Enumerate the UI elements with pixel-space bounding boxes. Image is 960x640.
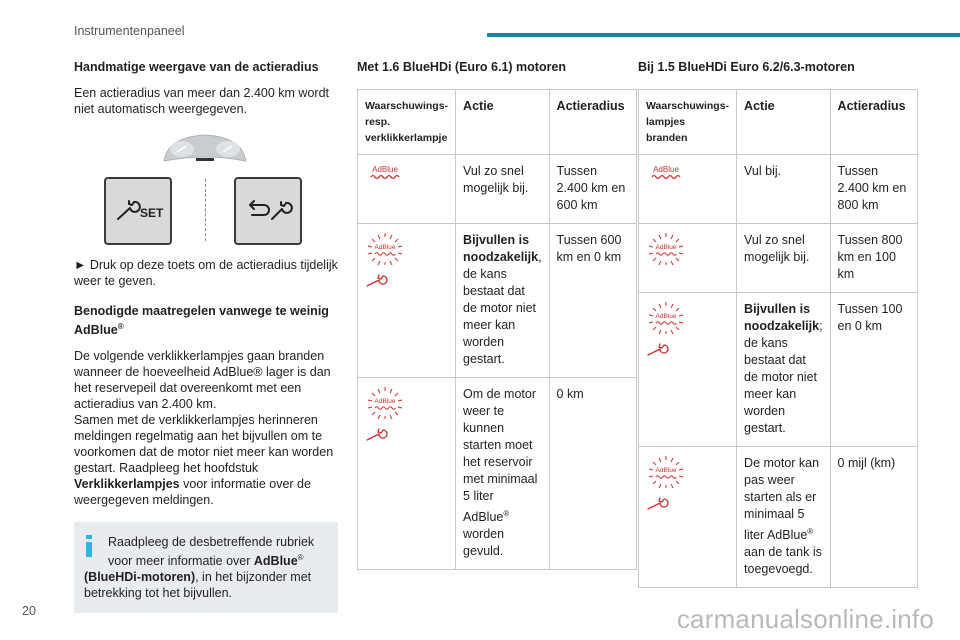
action-cell xyxy=(456,378,550,570)
heading-adblue-measures xyxy=(74,303,338,338)
action-cell: Vul zo snel mogelijk bij. xyxy=(456,155,550,224)
info-bold-adblue: AdBlue xyxy=(253,554,298,569)
lamp-cell xyxy=(358,378,456,570)
lamp-cell xyxy=(639,224,737,293)
range-cell: 0 km xyxy=(549,378,636,570)
info-box xyxy=(74,522,338,613)
table-euro62 xyxy=(638,89,918,588)
action-cell: Vul bij. xyxy=(737,155,831,224)
set-button-illustration xyxy=(74,127,338,247)
action-text: ; de kans bestaat dat de motor niet meer kan worden gestart. xyxy=(744,319,823,435)
set-label: SET xyxy=(140,206,164,220)
page-number: 20 xyxy=(22,604,36,618)
adblue-flashing-icon xyxy=(365,232,405,266)
paragraph-reminders-text: Samen met de verklikkerlampjes herinneren meldingen regelmatig aan het bijvullen om te voorkomen dat de motor niet meer kan worden gestart. Raadpleeg het hoofdstuk xyxy=(74,413,334,476)
info-text xyxy=(84,534,328,569)
header-accent-bar xyxy=(487,33,960,37)
adblue-flashing-icon xyxy=(646,301,686,335)
col-header-range: Actieradius xyxy=(549,90,636,155)
range-cell: Tussen 100 en 0 km xyxy=(830,293,917,447)
col-header-lamp: Waarschuwings-lampjes branden xyxy=(639,90,737,155)
table-row xyxy=(358,155,637,224)
bullet-press-button: ► Druk op deze toets om de actieradius tijdelijk weer te geven. xyxy=(74,258,338,288)
wrench-icon xyxy=(646,497,670,511)
action-text: De motor kan pas weer starten als er minimaal 5 liter AdBlue xyxy=(744,456,820,543)
table-row xyxy=(358,378,637,570)
instrument-cluster-icon xyxy=(160,131,250,165)
action-bold: Bijvullen is noodzakelijk xyxy=(463,233,539,264)
heading-adblue-measures-text: Benodigde maatregelen vanwege te weinig AdBlue xyxy=(74,304,329,338)
lamp-cell xyxy=(639,293,737,447)
table-row xyxy=(639,447,918,588)
range-cell: 0 mijl (km) xyxy=(830,447,917,588)
info-icon xyxy=(86,535,92,557)
table1-title: Met 1.6 BlueHDi (Euro 6.1) motoren xyxy=(357,60,567,74)
lamp-cell xyxy=(639,447,737,588)
action-text: , de kans bestaat dat de motor niet meer kan worden gestart. xyxy=(463,250,542,366)
link-warning-lamps-chapter: Verklikkerlampjes xyxy=(74,477,180,492)
action-cell xyxy=(737,293,831,447)
header-section-title: Instrumentenpaneel xyxy=(74,24,185,38)
lamp-cell xyxy=(358,155,456,224)
info-text-continued xyxy=(84,569,328,601)
divider-dashed xyxy=(205,179,207,241)
table2-title: Bij 1.5 BlueHDi Euro 6.2/6.3-motoren xyxy=(638,60,855,74)
col-header-lamp: Waarschuwings-resp. verklikkerlampje xyxy=(358,90,456,155)
info-text-2: , in het bijzonder met betrekking tot het bijvullen. xyxy=(84,570,312,601)
paragraph-reminders xyxy=(74,412,338,508)
paragraph-reminders-end: voor informatie over de weergegeven meldingen. xyxy=(74,477,311,508)
wrench-icon xyxy=(365,274,389,288)
table-euro61 xyxy=(357,89,637,570)
action-cell xyxy=(456,224,550,378)
heading-adblue-sup: ® xyxy=(117,322,124,331)
section-euro61 xyxy=(357,59,637,570)
info-bold-bluehdi: (BlueHDi-motoren) xyxy=(84,570,196,585)
range-cell: Tussen 800 km en 100 km xyxy=(830,224,917,293)
wrench-icon xyxy=(365,428,389,442)
table-row xyxy=(639,293,918,447)
set-button-image xyxy=(104,177,172,245)
range-cell: Tussen 2.400 km en 800 km xyxy=(830,155,917,224)
range-cell: Tussen 2.400 km en 600 km xyxy=(549,155,636,224)
action-sup: ® xyxy=(503,509,510,518)
table-row xyxy=(639,155,918,224)
action-text-end: aan de tank is toegevoegd. xyxy=(744,545,822,577)
back-button-image xyxy=(234,177,302,245)
col-header-action: Actie xyxy=(456,90,550,155)
table-row xyxy=(639,224,918,293)
action-bold: Bijvullen is noodzakelijk xyxy=(744,302,820,333)
info-text-1: Raadpleeg de desbetreffende rubriek voor meer informatie over xyxy=(108,535,315,569)
wrench-icon xyxy=(646,343,670,357)
col-header-action: Actie xyxy=(737,90,831,155)
range-cell: Tussen 600 km en 0 km xyxy=(549,224,636,378)
lamp-cell xyxy=(639,155,737,224)
adblue-icon xyxy=(365,163,405,183)
action-text: Om de motor weer te kunnen starten moet het reservoir met minimaal 5 liter AdBlue xyxy=(463,387,538,525)
table-header-row xyxy=(639,90,918,155)
column-1 xyxy=(74,59,338,613)
heading-manual-range: Handmatige weergave van de actieradius xyxy=(74,60,319,74)
paragraph-range-not-auto: Een actieradius van meer dan 2.400 km wordt niet automatisch weergegeven. xyxy=(74,86,329,116)
info-sup: ® xyxy=(297,553,304,563)
action-cell xyxy=(737,447,831,588)
action-cell: Vul zo snel mogelijk bij. xyxy=(737,224,831,293)
section-euro62 xyxy=(638,59,918,588)
table-row xyxy=(358,224,637,378)
watermark: carmanualsonline.info xyxy=(676,604,934,634)
adblue-flashing-icon xyxy=(365,386,405,420)
adblue-flashing-icon xyxy=(646,232,686,266)
table-header-row xyxy=(358,90,637,155)
adblue-icon xyxy=(646,163,686,183)
paragraph-warning-lamps: De volgende verklikkerlampjes gaan branden wanneer de hoeveelheid AdBlue® lager is dan het reservepeil dat overeenkomt met een actieradius van 2.400 km. xyxy=(74,349,331,412)
col-header-range: Actieradius xyxy=(830,90,917,155)
action-text-end: worden gevuld. xyxy=(463,527,505,559)
adblue-flashing-icon xyxy=(646,455,686,489)
lamp-cell xyxy=(358,224,456,378)
action-sup: ® xyxy=(807,527,814,536)
